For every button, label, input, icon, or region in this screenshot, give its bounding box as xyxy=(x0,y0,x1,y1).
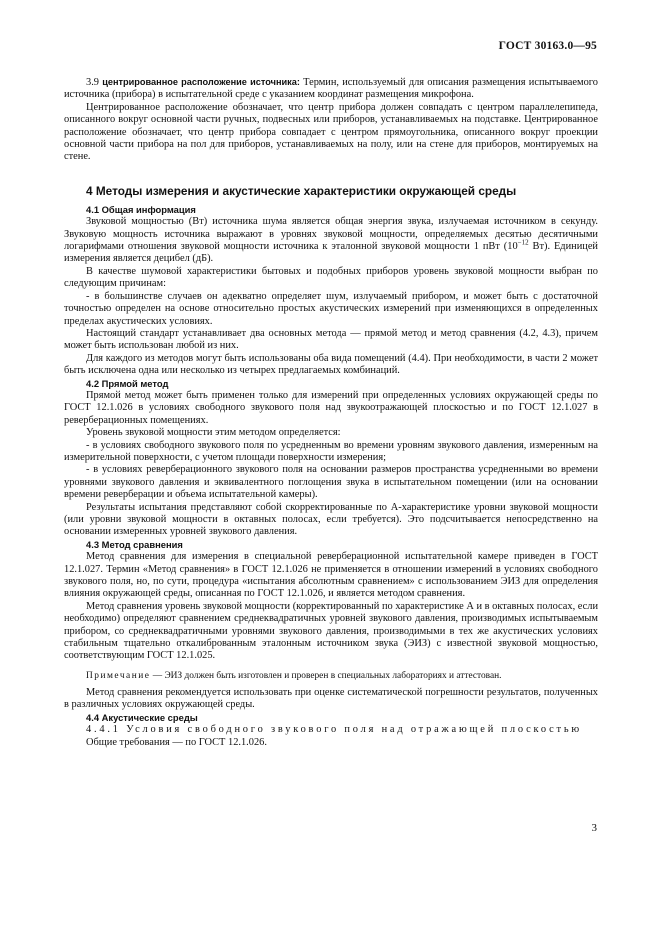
paragraph-4-1-2: В качестве шумовой характеристики бытовых и подобных приборов уровень звуковой мощности выбран по следующим причинам: xyxy=(64,265,598,290)
clause-term: центрированное расположение источника: xyxy=(102,77,300,87)
paragraph-4-1-3: Настоящий стандарт устанавливает два основных метода — прямой метод и метод сравнения (4.2, 4.3), причем может быть использован любой из них. xyxy=(64,327,598,352)
clause-3-9 xyxy=(64,76,598,102)
note-label: Примечание xyxy=(86,670,151,681)
item-4-4-1-title xyxy=(64,724,598,736)
section-4-title: 4 Методы измерения и акустические характеристики окружающей среды xyxy=(86,183,517,198)
page-number: 3 xyxy=(591,822,597,834)
clause-number: 3.9 xyxy=(86,77,99,88)
clause-3-9-paragraph: Центрированное расположение обозначает, что центр прибора должен совпадать с центром параллелепипеда, описанного вокруг основной части ручных, подвесных или приборов, устанавливаемых на подставке. Центрированное расположение обозначает, что центр прибора совпадает с центром прямоугольника, описанного вокруг проекции основной части прибора на пол для приборов, устанавливаемых на полу, или на стене для приборов, монтируемых на стене. xyxy=(64,101,598,163)
document-body xyxy=(64,76,598,749)
note-text: — ЭИЗ должен быть изготовлен и проверен в специальных лабораториях и аттестован. xyxy=(150,670,502,681)
paragraph-4-2-2: Уровень звуковой мощности этим методом определяется: xyxy=(86,427,341,439)
subsection-4-4-title: 4.4 Акустические среды xyxy=(86,711,198,723)
note xyxy=(64,670,598,682)
paragraph-4-3-1: Метод сравнения для измерения в специальной реверберационной испытательной камере приведен в ГОСТ 12.1.027. Термин «Метод сравнения» в ГОСТ 12.1.026 не применяется в отношении измерений в условиях свободного звукового поля, но, по сути, процедура «испытания абсолютным сравнением» с использованием ЭИЗ для определения влияния окружающей среды, описанная по ГОСТ 12.1.026, и является методом сравнения. xyxy=(64,551,598,600)
paragraph-text: Вт). Единицей измерения является децибел (дБ). xyxy=(64,241,598,265)
exponent: −12 xyxy=(517,238,529,247)
subsection-4-1-title: 4.1 Общая информация xyxy=(86,203,196,215)
list-item-4-2-b: - в условиях реверберационного звукового поля на основании размеров пространства усредненными во времени уровнями звукового давления и эквивалентного поглощения звука в испытательном помещении (или на основании времени реверберации и объема испытательной камеры). xyxy=(64,464,598,501)
paragraph-4-2-1: Прямой метод может быть применен только для измерений при определенных условиях окружающей среды по ГОСТ 12.1.026 в условиях свободного звукового поля над звукоотражающей плоскостью и по ГОСТ 12.1.027 в реверберационных помещениях. xyxy=(64,389,598,426)
paragraph-text: Звуковой мощностью (Вт) источника шума является общая энергия звука, излучаемая источником в секунду. Звуковую мощность источника выражают в уровнях звуковой мощности, определяемых десятью десятичными логарифмами отношения звуковой мощности источника к эталонной звуковой мощности 1 пВт (10 xyxy=(64,216,598,253)
paragraph-4-2-3: Результаты испытания представляют собой скорректированные по А-характеристике уровни звуковой мощности (или уровни звуковой мощности в октавных полосах, если требуется). Это подсчитывается непосредственно на основании измеренных уровней звукового давления. xyxy=(64,501,598,538)
clause-definition: Термин, используемый для описания размещения испытываемого источника (прибора) в испытательной среде с указанием координат размещения микрофона. xyxy=(64,77,598,101)
paragraph-4-3-3: Метод сравнения рекомендуется использовать при оценке систематической погрешности результатов, полученных в различных условиях окружающей среды. xyxy=(64,686,598,711)
paragraph-4-1-1 xyxy=(64,216,598,266)
subsection-4-2-title: 4.2 Прямой метод xyxy=(86,377,169,389)
item-4-4-1-text: Общие требования — по ГОСТ 12.1.026. xyxy=(86,736,267,748)
item-number: 4.4.1 xyxy=(86,724,121,736)
list-item-4-2-a: - в условиях свободного звукового поля по усредненным во времени уровням звукового давления, измеренным на измерительной поверхности, с учетом площади поверхности измерения; xyxy=(64,439,598,463)
paragraph-4-1-4: Для каждого из методов могут быть использованы оба вида помещений (4.4). При необходимости, в части 2 может быть исключена одна или несколько из четырех предлагаемых комбинаций. xyxy=(64,352,598,377)
item-title: Условия свободного звукового поля над отражающей плоскостью xyxy=(126,724,582,736)
list-item-4-1: - в большинстве случаев он адекватно определяет шум, излучаемый прибором, и может быть с достаточной точностью определен на основе относительно простых акустических измерений при изменяющихся в определенных пределах акустических условиях. xyxy=(64,290,598,327)
document-number-header: ГОСТ 30163.0—95 xyxy=(498,40,597,52)
subsection-4-3-title: 4.3 Метод сравнения xyxy=(86,538,183,550)
paragraph-4-3-2: Метод сравнения уровень звуковой мощности (корректированный по характеристике А и в октавных полосах, если необходимо) определяют сравнением среднеквадратичных уровней звукового давления, производимых испытываемым прибором, со среднеквадратичными уровнями звукового давления, производимыми в тех же акустических условиях стабильным тщательно откалиброванным эталонным источником звука (ЭИЗ) с известной звуковой мощностью, соответствующим ГОСТ 12.1.025. xyxy=(64,600,598,662)
